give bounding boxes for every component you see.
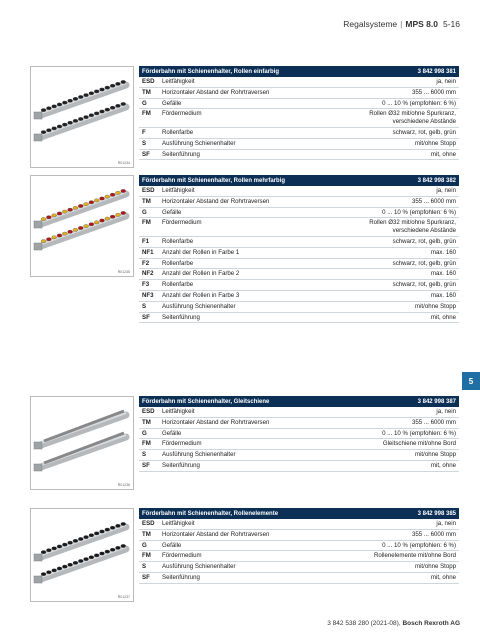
roller [116, 82, 121, 85]
spec-table-header [139, 175, 459, 186]
spec-code: TM [142, 197, 151, 205]
spec-description: Horizontaler Abstand der Rohrtraversen [162, 530, 270, 538]
spec-code: S [142, 302, 147, 310]
footer-company: Bosch Rexroth AG [402, 620, 460, 627]
image-reference-code: R01237 [117, 595, 130, 599]
spec-row [139, 461, 459, 472]
spec-row [139, 530, 459, 541]
roller [41, 573, 46, 576]
spec-row [139, 418, 459, 429]
roller [73, 228, 78, 231]
roller [46, 549, 51, 552]
roller [100, 552, 105, 555]
product-title: Förderbahn mit Schienenhalter, Rollenelemente [142, 510, 279, 517]
chapter-tab[interactable]: 5 [462, 372, 480, 390]
roller [52, 214, 57, 217]
spec-row [139, 291, 459, 302]
roller [78, 537, 83, 540]
spec-row [139, 128, 459, 139]
roller [52, 127, 57, 130]
spec-value: ja, nein [436, 408, 456, 415]
spec-row [139, 218, 459, 237]
spec-value: mit/ohne Stopp [415, 139, 456, 147]
spec-row [139, 259, 459, 270]
roller [84, 536, 89, 539]
spec-value: 355 ... 6000 mm [411, 88, 456, 96]
roller [73, 539, 78, 542]
spec-description: Fördermedium [162, 440, 202, 448]
spec-row [139, 313, 459, 324]
roller [68, 208, 73, 211]
spec-row [139, 519, 459, 530]
roller [110, 526, 115, 529]
spec-value: max. 160 [430, 248, 456, 256]
roller [121, 102, 126, 105]
roller [84, 203, 89, 206]
spec-code: TM [142, 530, 151, 538]
roller [100, 88, 105, 91]
spec-description: Gefälle [162, 429, 182, 437]
spec-code: G [142, 208, 147, 216]
spec-code: ESD [142, 520, 155, 527]
spec-code: SF [142, 150, 150, 158]
spec-row [139, 109, 459, 128]
spec-code: ESD [142, 187, 155, 194]
product-title: Förderbahn mit Schienenhalter, Gleitschiene [142, 398, 270, 405]
roller [110, 548, 115, 551]
spec-row [139, 280, 459, 291]
roller [100, 219, 105, 222]
rail-holder [34, 576, 42, 583]
spec-value: ja, nein [436, 520, 456, 527]
spec-table-header [139, 396, 459, 407]
spec-value: ja, nein [436, 187, 456, 194]
rail-holder [34, 134, 42, 141]
spec-row [139, 302, 459, 313]
spec-code: FM [142, 552, 151, 560]
roller [105, 528, 110, 531]
spec-description: Leitfähigkeit [162, 187, 195, 194]
spec-code: FM [142, 110, 151, 118]
product-image [30, 396, 134, 490]
roller [46, 216, 51, 219]
spec-value: 0 ... 10 % (empfohlen: 6 %) [382, 541, 456, 549]
spec-value: Gleitschiene mit/ohne Bord [382, 440, 456, 448]
roller [62, 210, 67, 213]
product-image [30, 508, 134, 602]
spec-row [139, 573, 459, 584]
roller [73, 206, 78, 209]
spec-row [139, 429, 459, 440]
spec-value: mit, ohne [430, 573, 456, 581]
spec-value: mit, ohne [430, 461, 456, 469]
roller [57, 103, 62, 106]
spec-code: G [142, 541, 147, 549]
spec-code: NF1 [142, 248, 154, 256]
spec-code: TM [142, 88, 151, 96]
spec-description: Gefälle [162, 541, 182, 549]
spec-description: Seitenführung [162, 313, 200, 321]
roller [94, 221, 99, 224]
roller [110, 106, 115, 109]
roller [73, 561, 78, 564]
roller [94, 199, 99, 202]
spec-description: Anzahl der Rollen in Farbe 1 [162, 248, 240, 256]
roller [52, 569, 57, 572]
spec-description: Gefälle [162, 208, 182, 216]
roller [52, 236, 57, 239]
spec-description: Horizontaler Abstand der Rohrtraversen [162, 88, 270, 96]
roller [62, 232, 67, 235]
roller [94, 554, 99, 557]
spec-description: Ausführung Schienenhalter [162, 451, 236, 459]
spec-table [139, 175, 459, 323]
spec-value: mit, ohne [430, 313, 456, 321]
roller [116, 104, 121, 107]
spec-value: schwarz, rot, gelb, grün [392, 259, 456, 267]
spec-row [139, 237, 459, 248]
spec-table [139, 66, 459, 160]
roller [121, 544, 126, 547]
roller [73, 119, 78, 122]
spec-code: S [142, 563, 147, 571]
roller [57, 234, 62, 237]
spec-code: G [142, 99, 147, 107]
roller [100, 197, 105, 200]
spec-description: Leitfähigkeit [162, 408, 195, 415]
conveyor-illustration [31, 67, 133, 167]
spec-row [139, 541, 459, 552]
spec-value: 355 ... 6000 mm [411, 197, 456, 205]
spec-description: Horizontaler Abstand der Rohrtraversen [162, 197, 270, 205]
roller [110, 215, 115, 218]
roller [41, 131, 46, 134]
roller [78, 204, 83, 207]
spec-value: schwarz, rot, gelb, grün [392, 237, 456, 245]
roller [46, 238, 51, 241]
roller [89, 534, 94, 537]
conveyor-illustration [31, 176, 133, 276]
spec-description: Anzahl der Rollen in Farbe 3 [162, 291, 240, 299]
roller [105, 217, 110, 220]
roller [78, 559, 83, 562]
product-image [30, 66, 134, 168]
spec-description: Rollenfarbe [162, 281, 194, 289]
spec-row [139, 551, 459, 562]
spec-code: G [142, 429, 147, 437]
roller [121, 211, 126, 214]
spec-table-header [139, 508, 459, 519]
roller [84, 558, 89, 561]
rail-holder [34, 464, 42, 471]
rail-holder [34, 243, 42, 250]
spec-value: mit, ohne [430, 150, 456, 158]
roller [78, 95, 83, 98]
roller [46, 107, 51, 110]
spec-value: 355 ... 6000 mm [411, 530, 456, 538]
roller [41, 551, 46, 554]
footer-doc-number: 3 842 538 280 (2021-08), [327, 620, 401, 627]
spec-row [139, 450, 459, 461]
spec-description: Ausführung Schienenhalter [162, 139, 236, 147]
image-reference-code: R01234 [117, 161, 130, 165]
spec-code: ESD [142, 78, 155, 85]
roller [116, 191, 121, 194]
product-title: Förderbahn mit Schienenhalter, Rollen einfarbig [142, 68, 280, 75]
rail-holder [34, 442, 42, 449]
spec-row [139, 208, 459, 219]
spec-code: S [142, 451, 147, 459]
roller [62, 565, 67, 568]
spec-value: mit/ohne Stopp [415, 302, 456, 310]
roller [105, 86, 110, 89]
spec-code: SF [142, 573, 150, 581]
product-image [30, 175, 134, 277]
roller [105, 108, 110, 111]
spec-description: Seitenführung [162, 150, 200, 158]
roller [57, 567, 62, 570]
roller [89, 201, 94, 204]
page-header: Regalsysteme | MPS 8.0 5-16 [343, 19, 460, 29]
header-book: MPS 8.0 [405, 19, 438, 29]
roller [41, 109, 46, 112]
spec-code: ESD [142, 408, 155, 415]
spec-value: schwarz, rot, gelb, grün [392, 281, 456, 289]
spec-description: Ausführung Schienenhalter [162, 302, 236, 310]
conveyor-illustration [31, 509, 133, 601]
spec-description: Leitfähigkeit [162, 520, 195, 527]
roller [116, 546, 121, 549]
spec-row [139, 269, 459, 280]
spec-description: Rollenfarbe [162, 128, 194, 136]
spec-row [139, 99, 459, 110]
roller [46, 571, 51, 574]
spec-row [139, 562, 459, 573]
rail-holder [34, 554, 42, 561]
roller [89, 556, 94, 559]
spec-row [139, 150, 459, 161]
spec-value: 355 ... 6000 mm [411, 418, 456, 426]
spec-code: TM [142, 418, 151, 426]
spec-row [139, 77, 459, 88]
header-page-number: 5-16 [442, 19, 460, 29]
spec-value: mit/ohne Stopp [415, 451, 456, 459]
roller [84, 225, 89, 228]
roller [110, 84, 115, 87]
spec-row [139, 88, 459, 99]
spec-table [139, 396, 459, 472]
spec-description: Fördermedium [162, 219, 202, 227]
roller [68, 563, 73, 566]
roller [62, 123, 67, 126]
spec-value: ja, nein [436, 78, 456, 85]
roller [116, 524, 121, 527]
spec-code: FM [142, 440, 151, 448]
roller [68, 121, 73, 124]
header-title: Regalsysteme [343, 19, 398, 29]
spec-row [139, 439, 459, 450]
spec-value: schwarz, rot, gelb, grün [392, 128, 456, 136]
roller [68, 541, 73, 544]
roller [94, 112, 99, 115]
spec-description: Fördermedium [162, 552, 202, 560]
page-footer [327, 620, 460, 627]
roller [89, 92, 94, 95]
spec-value: 0 ... 10 % (empfohlen: 6 %) [382, 208, 456, 216]
spec-description: Fördermedium [162, 110, 202, 118]
spec-code: F1 [142, 237, 150, 245]
spec-table-header [139, 66, 459, 77]
spec-table [139, 508, 459, 584]
rail-holder [34, 112, 42, 119]
roller [52, 547, 57, 550]
roller [89, 114, 94, 117]
spec-description: Seitenführung [162, 461, 200, 469]
roller [62, 543, 67, 546]
roller [57, 212, 62, 215]
conveyor-illustration [31, 397, 133, 489]
spec-description: Ausführung Schienenhalter [162, 563, 236, 571]
roller [94, 532, 99, 535]
spec-row [139, 407, 459, 418]
spec-code: NF3 [142, 291, 154, 299]
roller [105, 550, 110, 553]
roller [46, 129, 51, 132]
spec-code: F2 [142, 259, 150, 267]
spec-code: FM [142, 219, 151, 227]
roller [68, 99, 73, 102]
roller [73, 97, 78, 100]
image-reference-code: R01235 [117, 270, 130, 274]
part-number[interactable]: 3 842 998 381 [417, 68, 456, 75]
roller [89, 223, 94, 226]
roller [94, 90, 99, 93]
spec-code: F [142, 128, 146, 136]
spec-value: 0 ... 10 % (empfohlen: 6 %) [382, 99, 456, 107]
spec-description: Gefälle [162, 99, 182, 107]
roller [100, 110, 105, 113]
spec-code: F3 [142, 281, 150, 289]
part-number[interactable]: 3 842 998 385 [417, 510, 456, 517]
roller [78, 226, 83, 229]
spec-description: Seitenführung [162, 573, 200, 581]
part-number[interactable]: 3 842 998 382 [417, 177, 456, 184]
spec-value: 0 ... 10 % (empfohlen: 6 %) [382, 429, 456, 437]
roller [57, 545, 62, 548]
roller [52, 105, 57, 108]
roller [100, 530, 105, 533]
spec-description: Rollenfarbe [162, 237, 194, 245]
roller [121, 522, 126, 525]
roller [68, 230, 73, 233]
spec-row [139, 197, 459, 208]
spec-description: Leitfähigkeit [162, 78, 195, 85]
roller [121, 189, 126, 192]
product-title: Förderbahn mit Schienenhalter, Rollen mehrfarbig [142, 177, 286, 184]
rail-holder [34, 221, 42, 228]
roller [78, 117, 83, 120]
roller [57, 125, 62, 128]
roller [110, 193, 115, 196]
spec-row [139, 139, 459, 150]
roller [84, 116, 89, 119]
spec-value: mit/ohne Stopp [415, 563, 456, 571]
spec-value: Rollenelemente mit/ohne Bord [374, 552, 456, 560]
roller [62, 101, 67, 104]
spec-value: Rollen Ø32 mit/ohne Spurkranz, verschiedene Abstände [369, 110, 456, 126]
spec-row [139, 186, 459, 197]
roller [84, 94, 89, 97]
spec-description: Anzahl der Rollen in Farbe 2 [162, 270, 240, 278]
spec-code: SF [142, 313, 150, 321]
spec-value: Rollen Ø32 mit/ohne Spurkranz, verschiedene Abstände [369, 219, 456, 235]
image-reference-code: R01236 [117, 483, 130, 487]
spec-row [139, 248, 459, 259]
spec-code: S [142, 139, 147, 147]
spec-description: Rollenfarbe [162, 259, 194, 267]
roller [41, 218, 46, 221]
spec-code: SF [142, 461, 150, 469]
roller [41, 240, 46, 243]
part-number[interactable]: 3 842 998 387 [417, 398, 456, 405]
spec-description: Horizontaler Abstand der Rohrtraversen [162, 418, 270, 426]
spec-code: NF2 [142, 270, 154, 278]
roller [121, 80, 126, 83]
spec-value: max. 160 [430, 270, 456, 278]
spec-value: max. 160 [430, 291, 456, 299]
roller [116, 213, 121, 216]
roller [105, 195, 110, 198]
